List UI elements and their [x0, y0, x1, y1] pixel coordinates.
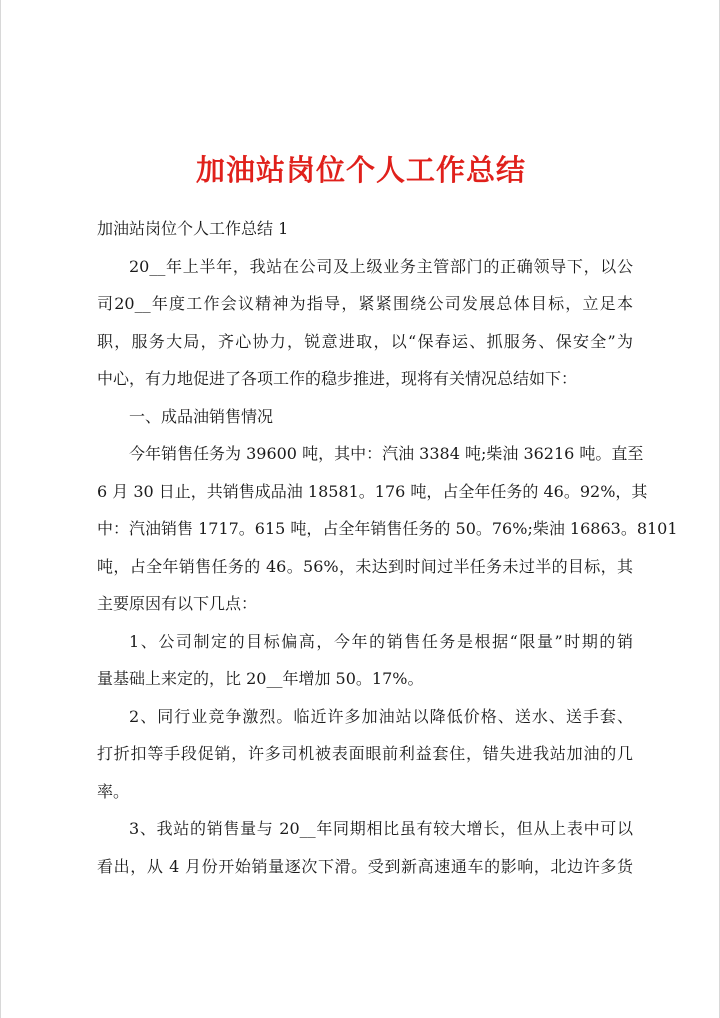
text-line: 司20__年度工作会议精神为指导，紧紧围绕公司发展总体目标，立足本 [97, 294, 633, 313]
section-subtitle [97, 210, 633, 248]
text-line: 3、我站的销售量与 20__年同期相比虽有较大增长，但从上表中可以 [129, 819, 633, 838]
text-line: 中心，有力地促进了各项工作的稳步推进，现将有关情况总结如下： [97, 369, 578, 388]
document-body [97, 210, 678, 885]
text-line: 6 月 30 日止，共销售成品油 18581。176 吨，占全年任务的 46。92%，其 [97, 481, 648, 501]
text-line: 量基础上来定的，比 20__年增加 50。17%。 [97, 669, 424, 688]
text-line: 中：汽油销售 1717。615 吨，占全年销售任务的 50。76%;柴油 16863。8101 [97, 519, 678, 538]
list-item-2 [97, 698, 633, 811]
list-item-3 [97, 810, 633, 885]
text-line: 职，服务大局，齐心协力，锐意进取，以“保春运、抓服务、保安全”为 [97, 331, 633, 351]
text-line: 一、成品油销售情况 [129, 406, 274, 426]
text-line: 主要原因有以下几点： [97, 594, 258, 613]
text-line: 率。 [97, 781, 130, 801]
text-line: 20__年上半年，我站在公司及上级业务主管部门的正确领导下，以公 [129, 256, 633, 276]
document-title: 加油站岗位个人工作总结 [195, 153, 526, 187]
text-line: 加油站岗位个人工作总结 1 [97, 219, 289, 238]
text-line: 打折扣等手段促销，许多司机被表面眼前利益套住，错失进我站加油的几 [97, 744, 633, 763]
paragraph-intro [97, 248, 633, 398]
section-heading [97, 398, 633, 436]
paragraph-sales [97, 435, 678, 623]
text-line: 2、同行业竞争激烈。临近许多加油站以降低价格、送水、送手套、 [129, 706, 633, 726]
list-item-1 [97, 623, 633, 698]
text-line: 看出，从 4 月份开始销量逐次下滑。受到新高速通车的影响，北边许多货 [97, 856, 633, 876]
text-line: 1、公司制定的目标偏高，今年的销售任务是根据“限量”时期的销 [129, 631, 633, 651]
text-line: 吨，占全年销售任务的 46。56%，未达到时间过半任务未过半的目标，其 [97, 556, 633, 576]
text-line: 今年销售任务为 39600 吨，其中：汽油 3384 吨;柴油 36216 吨。直至 [129, 444, 644, 463]
